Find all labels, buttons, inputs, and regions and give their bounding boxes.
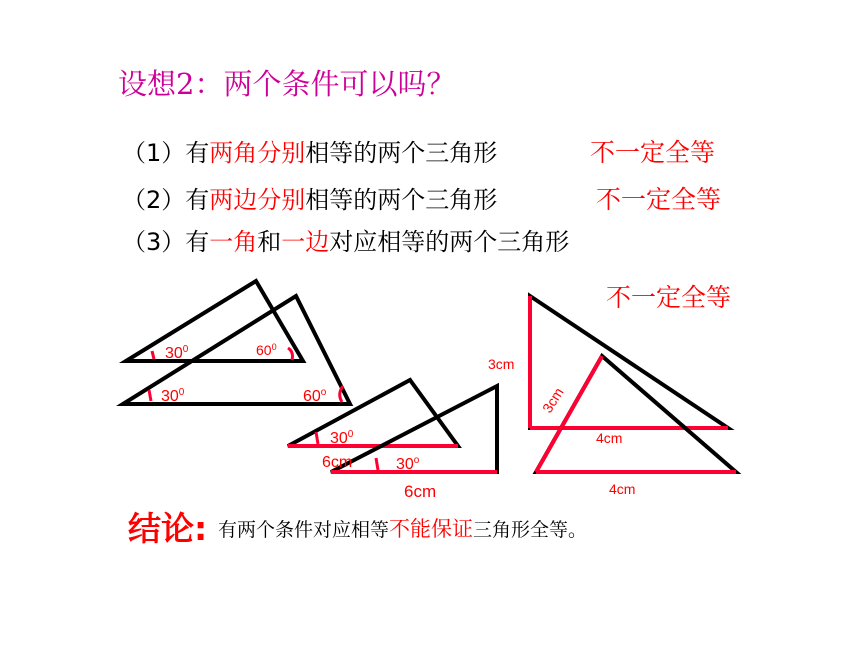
- angle-mark-30-c: [316, 432, 318, 444]
- page-title: 设想2：两个条件可以吗？: [118, 67, 456, 101]
- statement-3-highlight-2: 一边: [281, 228, 330, 256]
- label-30-a: $30^0$: [165, 344, 189, 362]
- statement-3-result: 不一定全等: [606, 283, 732, 312]
- label-60-a: $60^0$: [256, 342, 277, 358]
- statement-3-suffix: 对应相等的两个三角形: [329, 228, 570, 256]
- statement-2-result: 不一定全等: [596, 185, 722, 214]
- label-6cm-1: 6cm: [322, 454, 353, 471]
- conclusion-pre: 有两个条件对应相等: [218, 519, 390, 541]
- statement-2-highlight: 两边分别: [209, 186, 306, 214]
- conclusion-heading: 结论:: [128, 509, 208, 548]
- angle-mark-60-b: [340, 386, 343, 402]
- statement-3-prefix: （3）有: [122, 228, 210, 256]
- label-4cm-1: 4cm: [596, 430, 623, 446]
- statement-2-prefix: （2）有: [122, 186, 210, 214]
- angle-mark-30-a: [152, 351, 154, 359]
- label-6cm-2: 6cm: [404, 482, 437, 501]
- triangle-sides-right: [530, 296, 728, 428]
- statement-3-highlight-1: 一角: [209, 228, 258, 256]
- label-30-d: 30$^o$: [396, 455, 420, 473]
- statement-1-highlight: 两角分别: [209, 139, 306, 167]
- conclusion-text: [218, 513, 587, 543]
- label-60-b: 60$^o$: [303, 387, 327, 405]
- angle-mark-30-b: [149, 390, 151, 401]
- statement-1-result: 不一定全等: [590, 138, 716, 167]
- angle-mark-60-a: [288, 348, 293, 360]
- label-4cm-2: 4cm: [609, 481, 636, 497]
- statement-1-suffix: 相等的两个三角形: [305, 139, 498, 167]
- statement-3-mid: 和: [257, 228, 282, 256]
- statement-1-prefix: （1）有: [122, 139, 210, 167]
- conclusion-post: 三角形全等。: [473, 519, 588, 541]
- label-30-c: $30^0$: [330, 429, 354, 447]
- label-3cm-2: 3cm: [538, 384, 567, 416]
- label-30-b: $30^0$: [161, 387, 185, 405]
- side-3cm-2: [536, 356, 602, 472]
- label-3cm-1: 3cm: [488, 356, 515, 372]
- conclusion-highlight: 不能保证: [389, 517, 474, 541]
- angle-mark-30-d: [376, 458, 378, 470]
- statement-2-suffix: 相等的两个三角形: [305, 186, 498, 214]
